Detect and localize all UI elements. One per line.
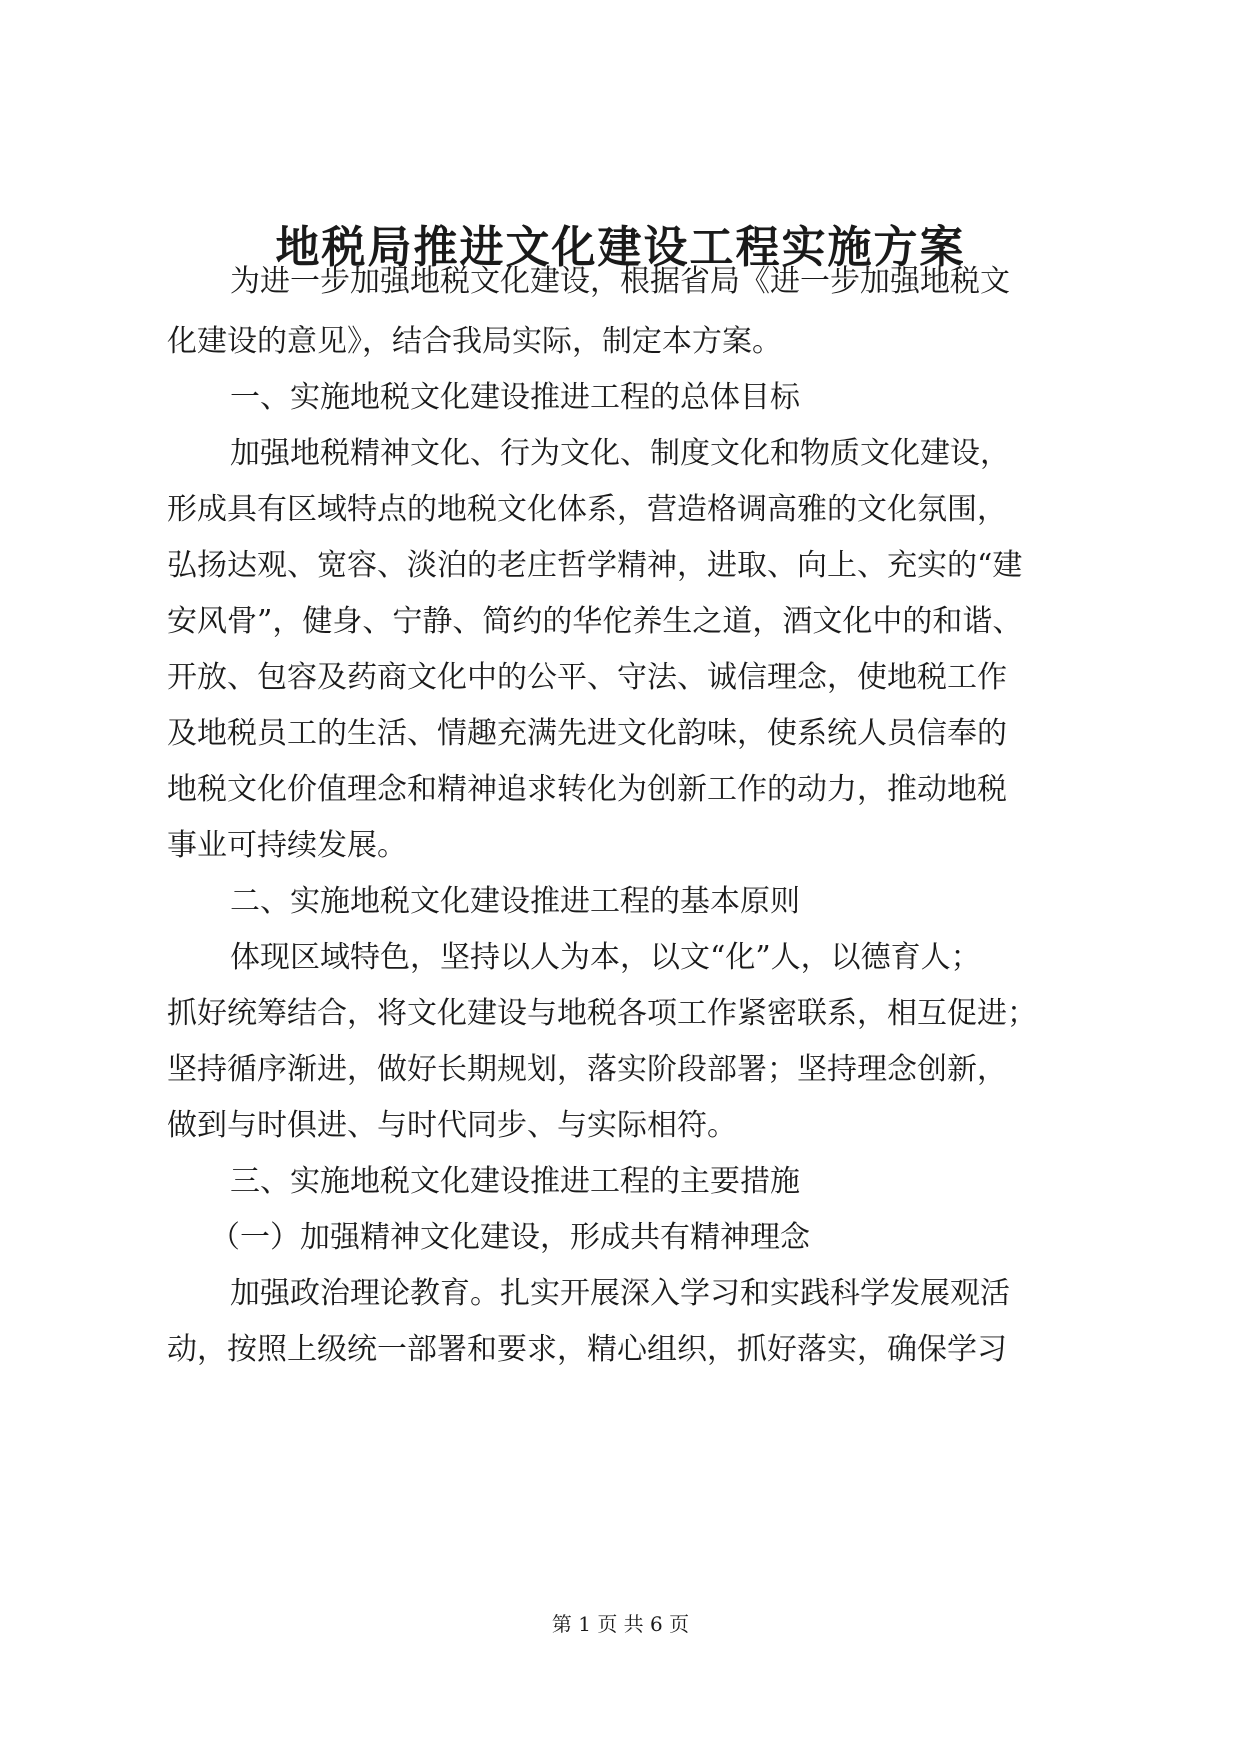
- paragraph-line: 加强政治理论教育。扎实开展深入学习和实践科学发展观活: [230, 1276, 1010, 1311]
- section-heading: 三、实施地税文化建设推进工程的主要措施: [230, 1164, 800, 1199]
- paragraph-line: 为进一步加强地税文化建设，根据省局《进一步加强地税文: [230, 264, 1010, 299]
- paragraph-line: 地税文化价值理念和精神追求转化为创新工作的动力，推动地税: [167, 772, 1007, 807]
- paragraph-line: 事业可持续发展。: [167, 828, 407, 863]
- paragraph-line: 动，按照上级统一部署和要求，精心组织，抓好落实，确保学习: [167, 1332, 1007, 1367]
- document-title: 地税局推进文化建设工程实施方案: [275, 222, 966, 273]
- paragraph-line: 化建设的意见》，结合我局实际，制定本方案。: [167, 324, 782, 359]
- paragraph-line: 安风骨”，健身、宁静、简约的华佗养生之道，酒文化中的和谐、: [167, 604, 1023, 639]
- subsection-heading: （一）加强精神文化建设，形成共有精神理念: [210, 1220, 810, 1255]
- paragraph-line: 抓好统筹结合，将文化建设与地税各项工作紧密联系，相互促进；: [167, 996, 1037, 1031]
- paragraph-line: 及地税员工的生活、情趣充满先进文化韵味，使系统人员信奉的: [167, 716, 1007, 751]
- paragraph-line: 体现区域特色，坚持以人为本，以文“化”人，以德育人；: [230, 940, 981, 975]
- section-heading: 二、实施地税文化建设推进工程的基本原则: [230, 884, 800, 919]
- paragraph-line: 形成具有区域特点的地税文化体系，营造格调高雅的文化氛围，: [167, 492, 1007, 527]
- paragraph-line: 坚持循序渐进，做好长期规划，落实阶段部署；坚持理念创新，: [167, 1052, 1007, 1087]
- paragraph-line: 开放、包容及药商文化中的公平、守法、诚信理念，使地税工作: [167, 660, 1007, 695]
- page-indicator: 第 1 页 共 6 页: [551, 1612, 690, 1636]
- paragraph-line: 加强地税精神文化、行为文化、制度文化和物质文化建设，: [230, 436, 1010, 471]
- paragraph-line: 弘扬达观、宽容、淡泊的老庄哲学精神，进取、向上、充实的“建: [167, 548, 1023, 583]
- section-heading: 一、实施地税文化建设推进工程的总体目标: [230, 380, 800, 415]
- paragraph-line: 做到与时俱进、与时代同步、与实际相符。: [167, 1108, 737, 1143]
